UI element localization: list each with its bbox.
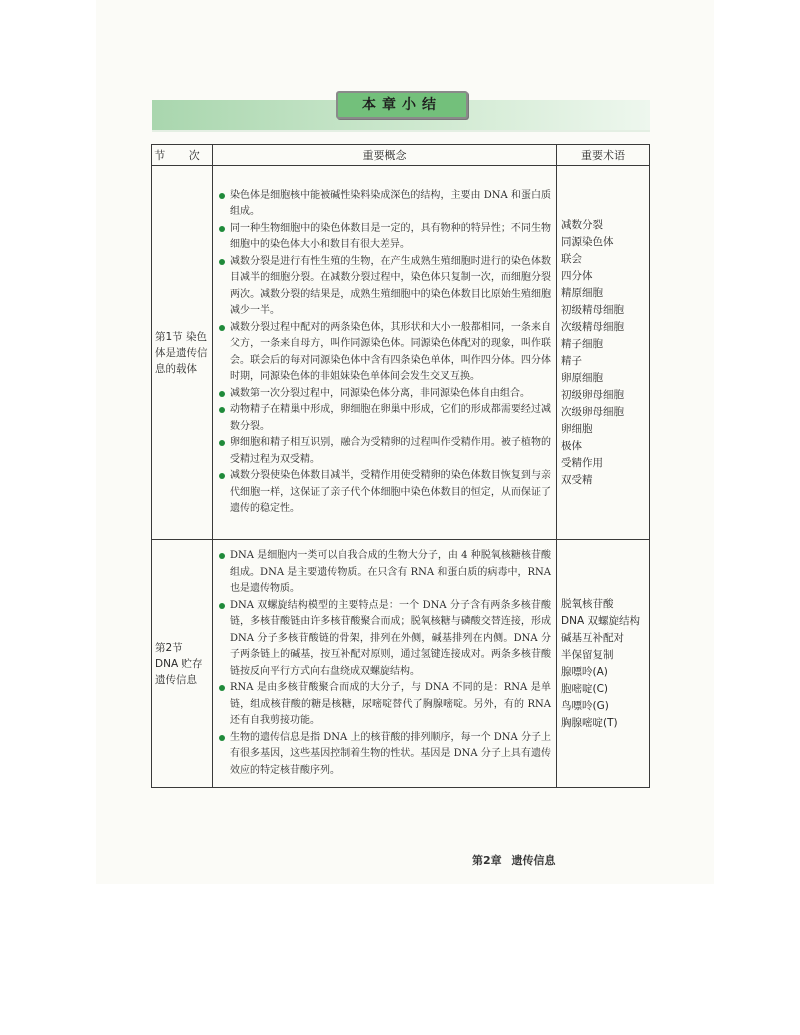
concepts-cell <box>213 540 557 788</box>
terms-cell <box>557 540 650 788</box>
term: 碱基互补配对 <box>561 631 624 644</box>
term: 胞嘧啶(C) <box>561 682 609 695</box>
term: 脱氧核苷酸 <box>561 597 614 610</box>
term: 卵细胞 <box>561 422 593 435</box>
terms-cell <box>557 166 650 540</box>
table-row <box>152 540 650 788</box>
concepts-cell <box>213 166 557 540</box>
concept-item: 同一种生物细胞中的染色体数目是一定的，具有物种的特异性；不同生物细胞中的染色体大小和数目有很大差异。 <box>218 221 551 254</box>
footer-chapter: 第2章 <box>472 854 502 867</box>
concept-item: 染色体是细胞核中能被碱性染料染成深色的结构，主要由 DNA 和蛋白质组成。 <box>218 188 551 221</box>
header-section: 节 次 <box>152 145 213 166</box>
term: 联会 <box>561 252 582 265</box>
term: 双受精 <box>561 473 593 486</box>
term: 初级精母细胞 <box>561 303 624 316</box>
table-row <box>152 166 650 540</box>
banner-stripe <box>152 130 650 132</box>
term: 精原细胞 <box>561 286 603 299</box>
term: 精子细胞 <box>561 337 603 350</box>
section-label: 第1节 染色体是遗传信息的载体 <box>152 166 213 540</box>
header-terms: 重要术语 <box>557 145 650 166</box>
concept-item: 减数分裂是进行有性生殖的生物，在产生成熟生殖细胞时进行的染色体数目减半的细胞分裂。在减数分裂过程中，染色体只复制一次，而细胞分裂两次。减数分裂的结果是，成熟生殖细胞中的染色体数目比原始生殖细胞减少一半。 <box>218 254 551 320</box>
term: 次级精母细胞 <box>561 320 624 333</box>
term: DNA 双螺旋结构 <box>561 614 640 627</box>
table-header-row <box>152 145 650 166</box>
term: 极体 <box>561 439 582 452</box>
concept-item: 卵细胞和精子相互识别，融合为受精卵的过程叫作受精作用。被子植物的受精过程为双受精。 <box>218 435 551 468</box>
term: 半保留复制 <box>561 648 614 661</box>
term: 减数分裂 <box>561 218 603 231</box>
page-footer <box>472 852 556 868</box>
term: 卵原细胞 <box>561 371 603 384</box>
concept-item: DNA 是细胞内一类可以自我合成的生物大分子，由 4 种脱氧核糖核苷酸组成。DNA 是主要遗传物质。在只含有 RNA 和蛋白质的病毒中，RNA 也是遗传物质。 <box>218 548 551 598</box>
concept-item: 减数第一次分裂过程中，同源染色体分离，非同源染色体自由组合。 <box>218 386 551 403</box>
term: 次级卵母细胞 <box>561 405 624 418</box>
concept-list <box>218 548 551 779</box>
header-concepts: 重要概念 <box>213 145 557 166</box>
term: 受精作用 <box>561 456 603 469</box>
concept-item: 动物精子在精巢中形成，卵细胞在卵巢中形成，它们的形成都需要经过减数分裂。 <box>218 402 551 435</box>
term: 精子 <box>561 354 582 367</box>
concept-item: DNA 双螺旋结构模型的主要特点是：一个 DNA 分子含有两条多核苷酸链，多核苷酸链由许多核苷酸聚合而成；脱氧核糖与磷酸交替连接，形成 DNA 分子多核苷酸链的骨架，排列在外侧，碱基排列在内侧。DNA 分子两条链上的碱基，按互补配对原则，通过氢键连接成对。两条多核苷酸链按反向平行方式向右盘绕成双螺旋结构。 <box>218 598 551 681</box>
term: 腺嘌呤(A) <box>561 665 608 678</box>
summary-table <box>151 144 650 788</box>
concept-item: 生物的遗传信息是指 DNA 上的核苷酸的排列顺序，每一个 DNA 分子上有很多基因，这些基因控制着生物的性状。基因是 DNA 分子上具有遗传效应的特定核苷酸序列。 <box>218 730 551 780</box>
term: 鸟嘌呤(G) <box>561 699 609 712</box>
term: 四分体 <box>561 269 593 282</box>
concept-item: RNA 是由多核苷酸聚合而成的大分子，与 DNA 不同的是：RNA 是单链，组成核苷酸的糖是核糖，尿嘧啶替代了胸腺嘧啶。另外，有的 RNA 还有自我剪接功能。 <box>218 680 551 730</box>
concept-list <box>218 188 551 518</box>
section-label: 第2节 DNA 贮存遗传信息 <box>152 540 213 788</box>
footer-title: 遗传信息 <box>511 854 556 867</box>
concept-item: 减数分裂使染色体数目减半，受精作用使受精卵的染色体数目恢复到与亲代细胞一样，这保证了亲子代个体细胞中染色体数目的恒定，从而保证了遗传的稳定性。 <box>218 468 551 518</box>
term: 同源染色体 <box>561 235 614 248</box>
concept-item: 减数分裂过程中配对的两条染色体，其形状和大小一般都相同，一条来自父方，一条来自母方，叫作同源染色体。同源染色体配对的现象，叫作联会。联会后的每对同源染色体中含有四条染色单体，叫作四分体。四分体时期，同源染色体的非姐妹染色单体间会发生交叉互换。 <box>218 320 551 386</box>
term: 初级卵母细胞 <box>561 388 624 401</box>
term: 胸腺嘧啶(T) <box>561 716 618 729</box>
chapter-summary-title: 本章小结 <box>336 91 468 119</box>
